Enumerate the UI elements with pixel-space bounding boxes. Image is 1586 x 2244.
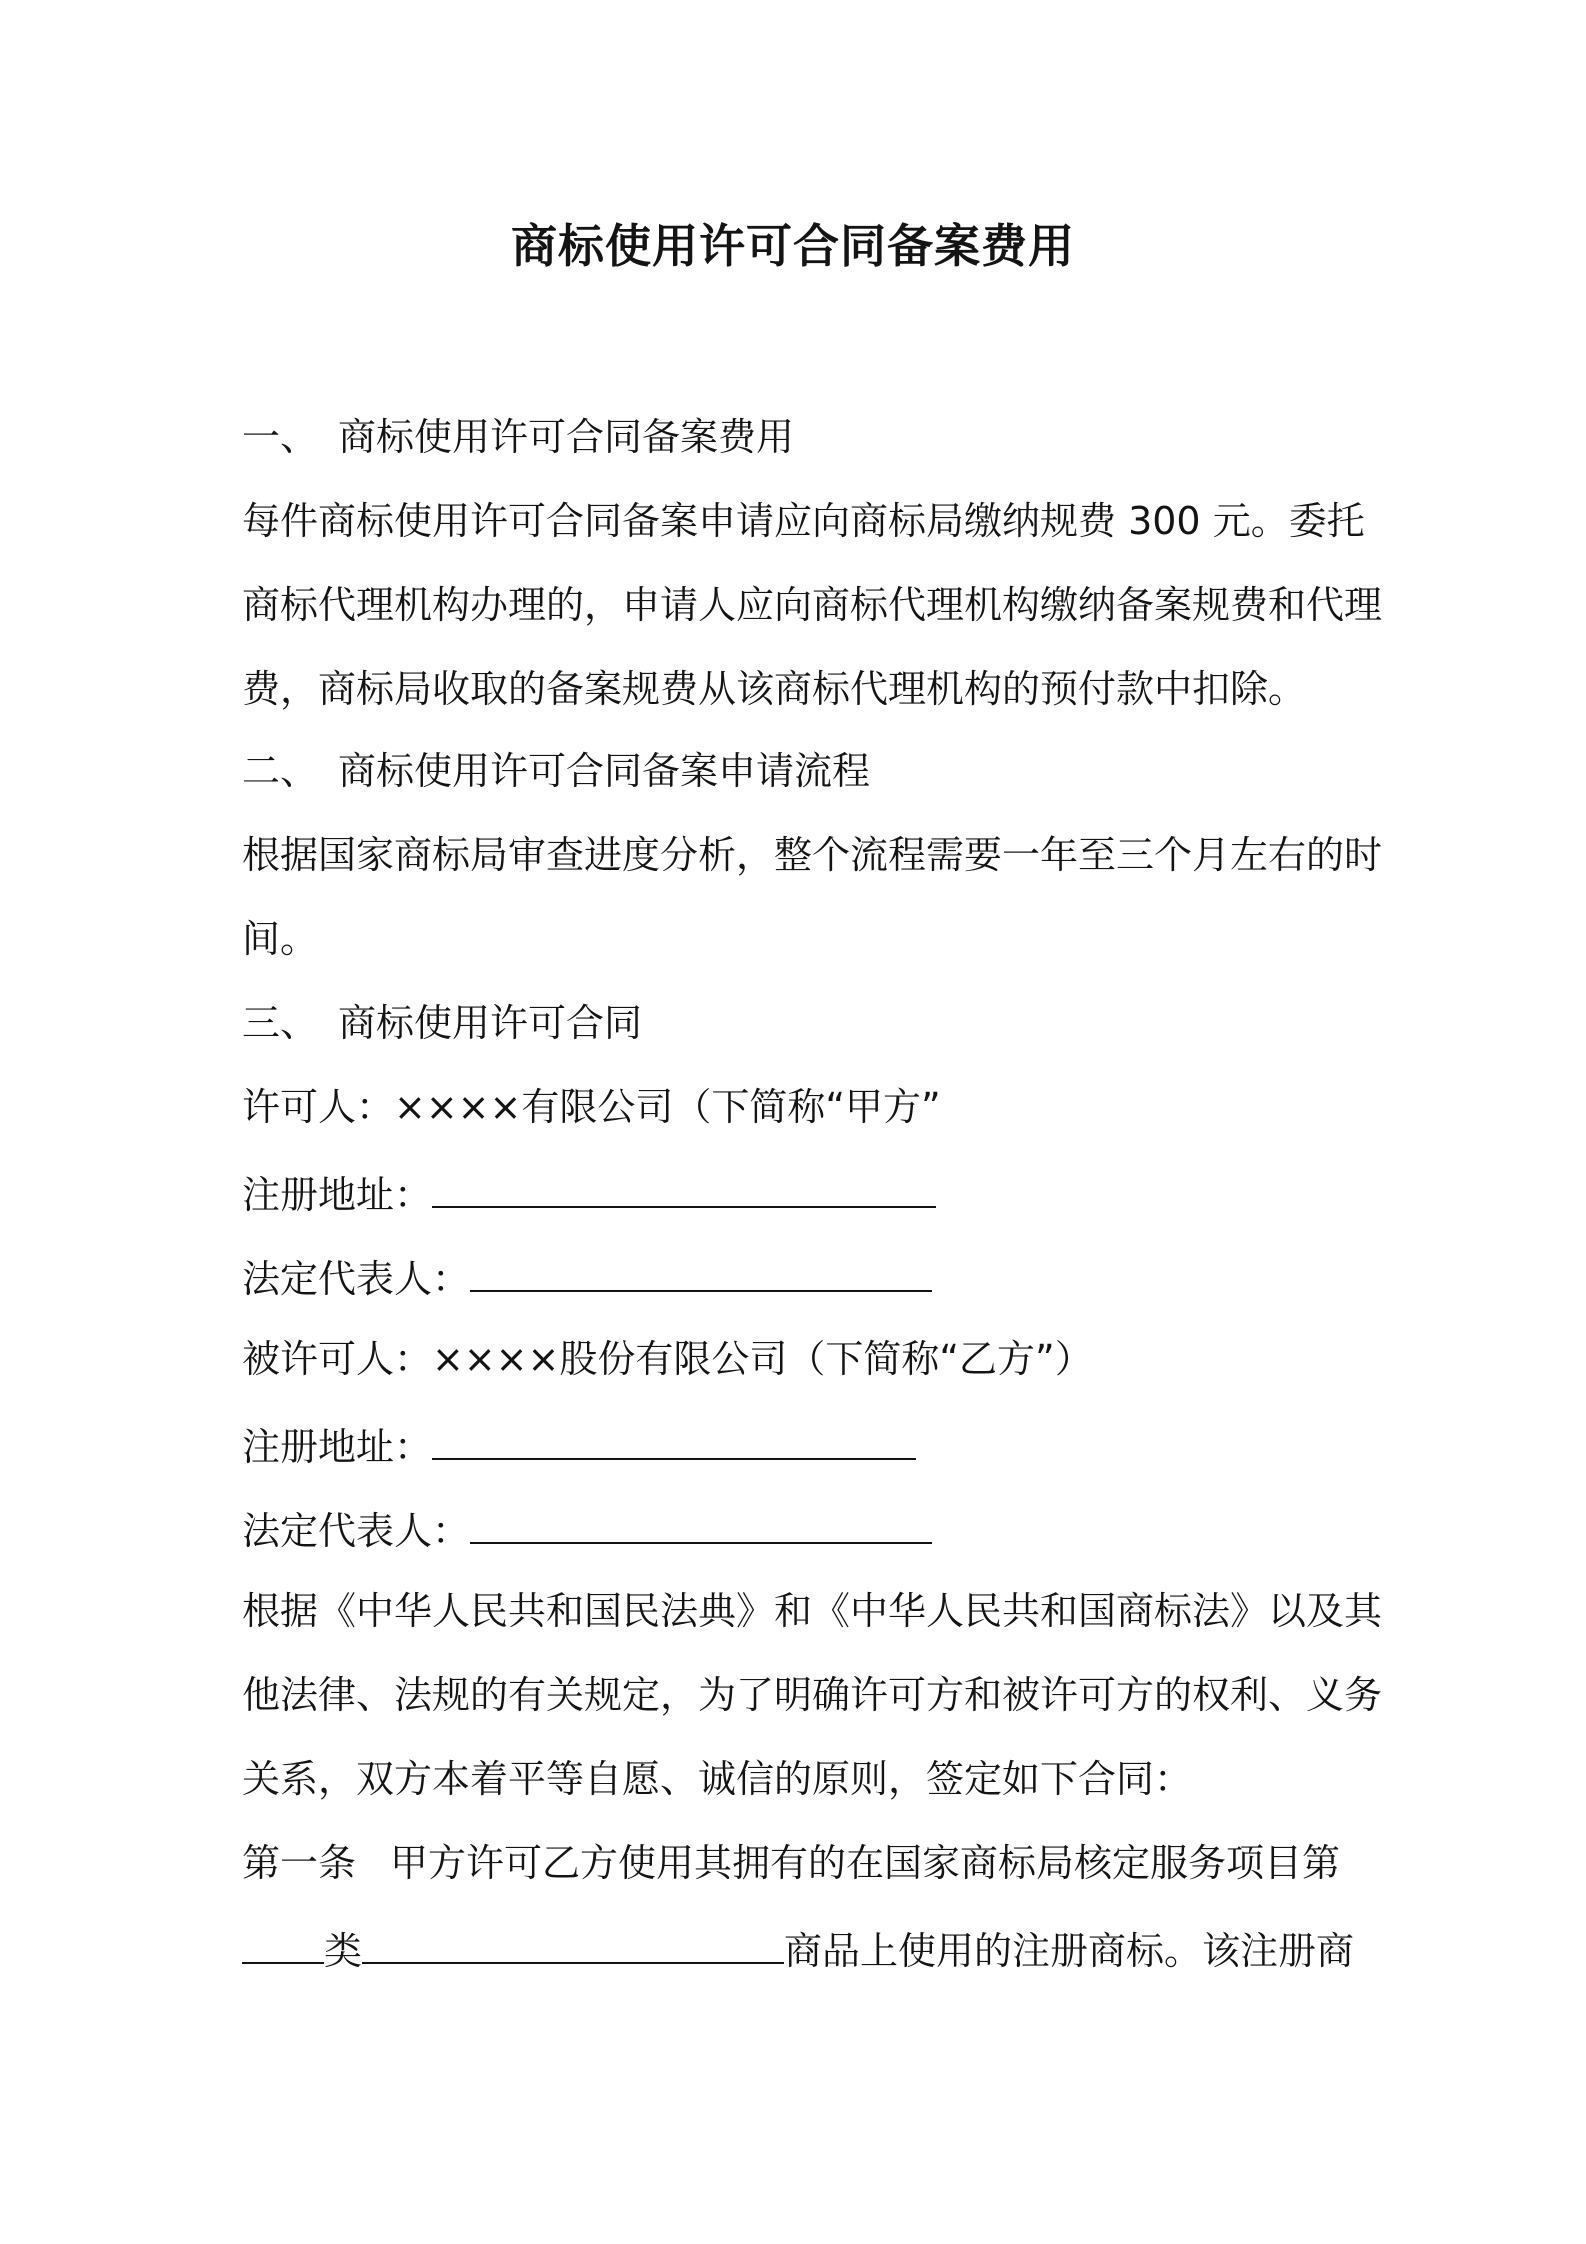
- licensor-address-line: [242, 1172, 936, 1217]
- licensor-rep-line: [242, 1256, 932, 1301]
- paragraph-line: 费，商标局收取的备案规费从该商标代理机构的预付款中扣除。: [242, 667, 1307, 711]
- licensor-rep-blank: [470, 1256, 932, 1292]
- field-label: 法定代表人：: [242, 1257, 471, 1301]
- goods-blank: [362, 1928, 784, 1964]
- preamble-line: 根据《中华人民共和国民法典》和《中华人民共和国商标法》以及其: [242, 1589, 1383, 1633]
- licensee-rep-blank: [470, 1508, 932, 1544]
- article-1-line: [242, 1841, 1341, 1885]
- document-title: 商标使用许可合同备案费用: [511, 219, 1075, 273]
- section-heading-text: 商标使用许可合同备案申请流程: [338, 749, 871, 793]
- section-number: 二、: [242, 749, 319, 793]
- article-text: 甲方许可乙方使用其拥有的在国家商标局核定服务项目第: [390, 1841, 1341, 1885]
- section-number: 三、: [242, 1001, 319, 1045]
- preamble-line: 他法律、法规的有关规定，为了明确许可方和被许可方的权利、义务: [242, 1673, 1383, 1717]
- licensee-address-line: [242, 1424, 916, 1469]
- class-word: 类: [324, 1929, 363, 1973]
- field-label: 法定代表人：: [242, 1509, 471, 1553]
- licensee-rep-line: [242, 1508, 932, 1553]
- article-1-continued-line: [242, 1928, 1355, 1973]
- licensor-line: 许可人：××××有限公司（下简称“甲方”: [242, 1085, 941, 1129]
- licensee-address-blank: [432, 1424, 916, 1460]
- paragraph-line: 间。: [242, 917, 319, 961]
- field-label: 注册地址：: [242, 1425, 433, 1469]
- paragraph-line: 商标代理机构办理的，申请人应向商标代理机构缴纳备案规费和代理: [242, 583, 1383, 627]
- preamble-line: 关系，双方本着平等自愿、诚信的原则，签定如下合同：: [242, 1757, 1193, 1801]
- field-label: 注册地址：: [242, 1173, 433, 1217]
- section-heading-text: 商标使用许可合同: [338, 1001, 643, 1045]
- article-text: 商品上使用的注册商标。该注册商: [784, 1929, 1355, 1973]
- section-heading-text: 商标使用许可合同备案费用: [338, 415, 795, 459]
- section-number: 一、: [242, 415, 319, 459]
- licensor-address-blank: [432, 1172, 936, 1208]
- section-heading-2: [242, 749, 871, 793]
- paragraph-line: 根据国家商标局审查进度分析，整个流程需要一年至三个月左右的时: [242, 833, 1383, 877]
- section-heading-1: [242, 415, 795, 459]
- paragraph-line: 每件商标使用许可合同备案申请应向商标局缴纳规费 300 元。委托: [242, 499, 1365, 543]
- section-heading-3: [242, 1001, 643, 1045]
- class-number-blank: [242, 1928, 324, 1964]
- licensee-line: 被许可人：××××股份有限公司（下简称“乙方”）: [242, 1337, 1093, 1381]
- article-label: 第一条: [242, 1841, 357, 1885]
